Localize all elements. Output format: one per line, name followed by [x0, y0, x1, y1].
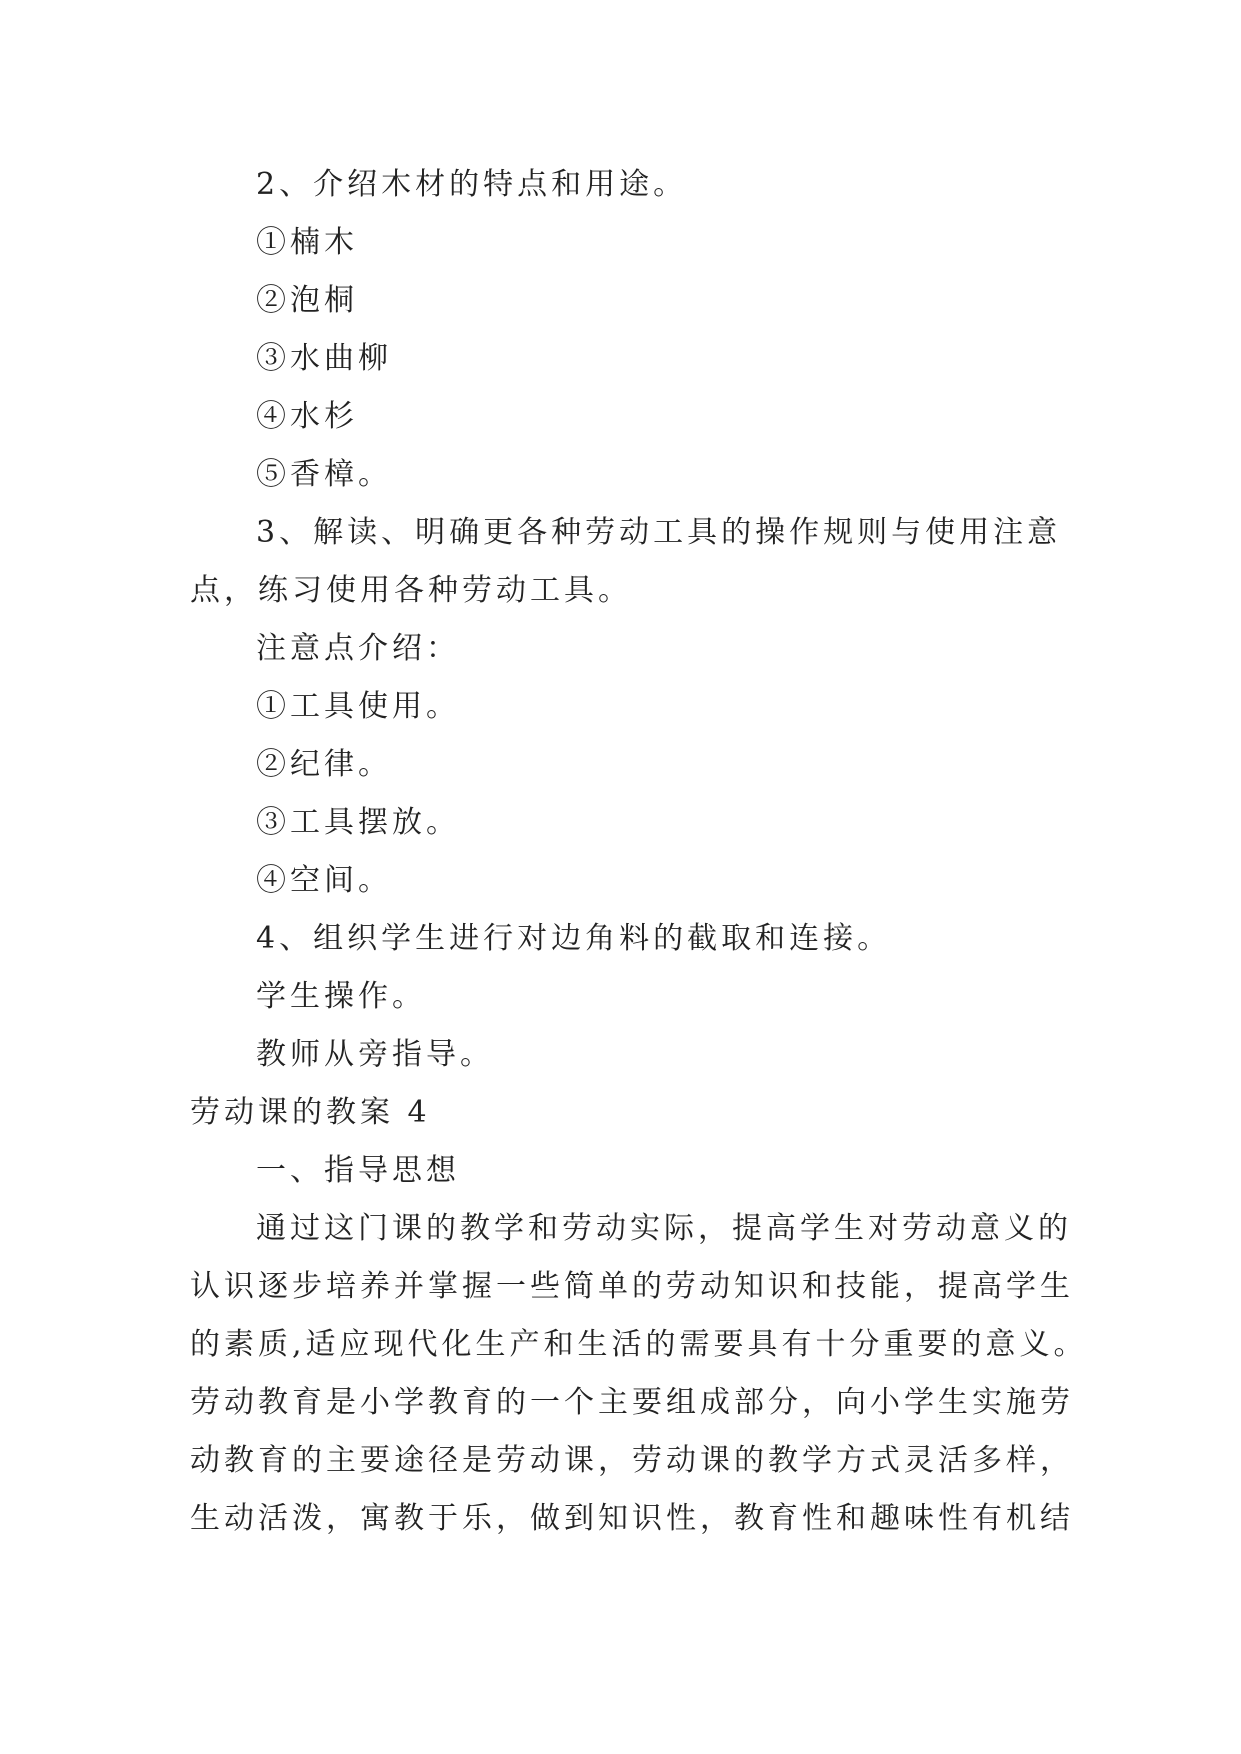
section-heading: 劳动课的教案 4	[190, 1095, 431, 1130]
text-line: ④空间。	[256, 863, 392, 898]
text-line: 4、组织学生进行对边角料的截取和连接。	[256, 921, 892, 956]
text-line: 生动活泼，寓教于乐，做到知识性，教育性和趣味性有机结	[190, 1501, 1074, 1536]
text-line: 劳动教育是小学教育的一个主要组成部分，向小学生实施劳	[190, 1385, 1074, 1420]
text-line: 通过这门课的教学和劳动实际，提高学生对劳动意义的	[256, 1211, 1072, 1246]
text-line: 3、解读、明确更各种劳动工具的操作规则与使用注意	[256, 515, 1062, 550]
text-line: 教师从旁指导。	[256, 1037, 494, 1072]
text-line: ④水杉	[256, 399, 358, 434]
text-line: ③水曲柳	[256, 341, 392, 376]
text-line: 认识逐步培养并掌握一些简单的劳动知识和技能，提高学生	[190, 1269, 1074, 1304]
text-line: 2、介绍木材的特点和用途。	[256, 167, 688, 202]
text-line: ②泡桐	[256, 283, 358, 318]
text-line: 动教育的主要途径是劳动课，劳动课的教学方式灵活多样，	[190, 1443, 1074, 1478]
text-line: 注意点介绍：	[256, 631, 460, 666]
text-line: 的素质,适应现代化生产和生活的需要具有十分重要的意义。	[190, 1327, 1088, 1362]
text-line: ①工具使用。	[256, 689, 460, 724]
text-line: ⑤香樟。	[256, 457, 392, 492]
text-line: ③工具摆放。	[256, 805, 460, 840]
text-line: 点，练习使用各种劳动工具。	[190, 573, 632, 608]
text-line: 学生操作。	[256, 979, 426, 1014]
subsection-heading: 一、指导思想	[256, 1153, 460, 1188]
text-line: ②纪律。	[256, 747, 392, 782]
text-line: ①楠木	[256, 225, 358, 260]
